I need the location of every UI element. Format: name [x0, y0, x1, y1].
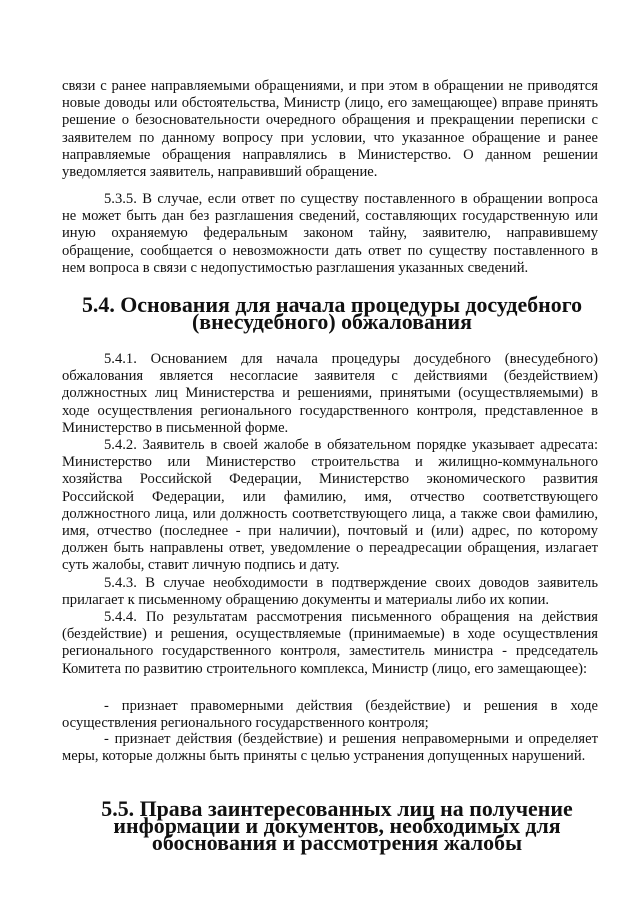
list-item-unlawful: - признает действия (бездействие) и решения неправомерными и определяет меры, которые должны быть приняты с целью устранения допущенных нарушений.	[62, 731, 598, 765]
paragraph-5-4-1: 5.4.1. Основанием для начала процедуры досудебного (внесудебного) обжалования является несогласие заявителя с действиями (бездействием) должностных лиц Министерства и решениями, принятыми (осуществляемыми) в ходе осуществления регионального государственного контроля, представленное в Министерство в письменной форме.	[62, 351, 598, 436]
section-heading-5-5: 5.5. Права заинтересованных лиц на получение информации и документов, необходимых для обоснования и рассмотрения жалобы	[101, 796, 573, 856]
paragraph-5-3-5: 5.3.5. В случае, если ответ по существу поставленного в обращении вопроса не может быть дан без разглашения сведений, составляющих государственную или иную охраняемую федеральным законом тайну, заявителю, направившему обращение, сообщается о невозможности дать ответ по существу поставленного в нем вопроса в связи с недопустимостью разглашения указанных сведений.	[62, 191, 598, 276]
paragraph-5-4-3: 5.4.3. В случае необходимости в подтверждение своих доводов заявитель прилагает к письменному обращению документы и материалы либо их копии.	[62, 575, 598, 609]
paragraph-5-4-2: 5.4.2. Заявитель в своей жалобе в обязательном порядке указывает адресата: Министерство или Министерство строительства и жилищно-коммунального хозяйства Российской Федерации, Министерство экономического развития Российской Федерации, или фамилию, имя, отчество соответствующего должностного лица, или должность соответствующего лица, а также свои фамилию, имя, отчество (последнее - при наличии), почтовый и (или) адрес, по которому должен быть направлены ответ, уведомление о переадресации обращения, излагает суть жалобы, ставит личную подпись и дату.	[62, 437, 598, 574]
paragraph-5-4-4: 5.4.4. По результатам рассмотрения письменного обращения на действия (бездействие) и решения, осуществляемые (принимаемые) в ходе осуществления регионального государственного контроля, заместитель министра - председатель Комитета по развитию строительного комплекса, Министр (лицо, его замещающее):	[62, 609, 598, 677]
paragraph-continuation: связи с ранее направляемыми обращениями, и при этом в обращении не приводятся новые доводы или обстоятельства, Министр (лицо, его замещающее) вправе принять решение о безосновательности очередного обращения и прекращении переписки с заявителем по данному вопросу при условии, что указанное обращение и ранее направляемые обращения направлялись в Министерство. О данном решении уведомляется заявитель, направивший обращение.	[62, 78, 598, 181]
list-item-lawful: - признает правомерными действия (бездействие) и решения в ходе осуществления регионального государственного контроля;	[62, 698, 598, 732]
section-heading-5-4: 5.4. Основания для начала процедуры досудебного (внесудебного) обжалования	[81, 292, 583, 335]
